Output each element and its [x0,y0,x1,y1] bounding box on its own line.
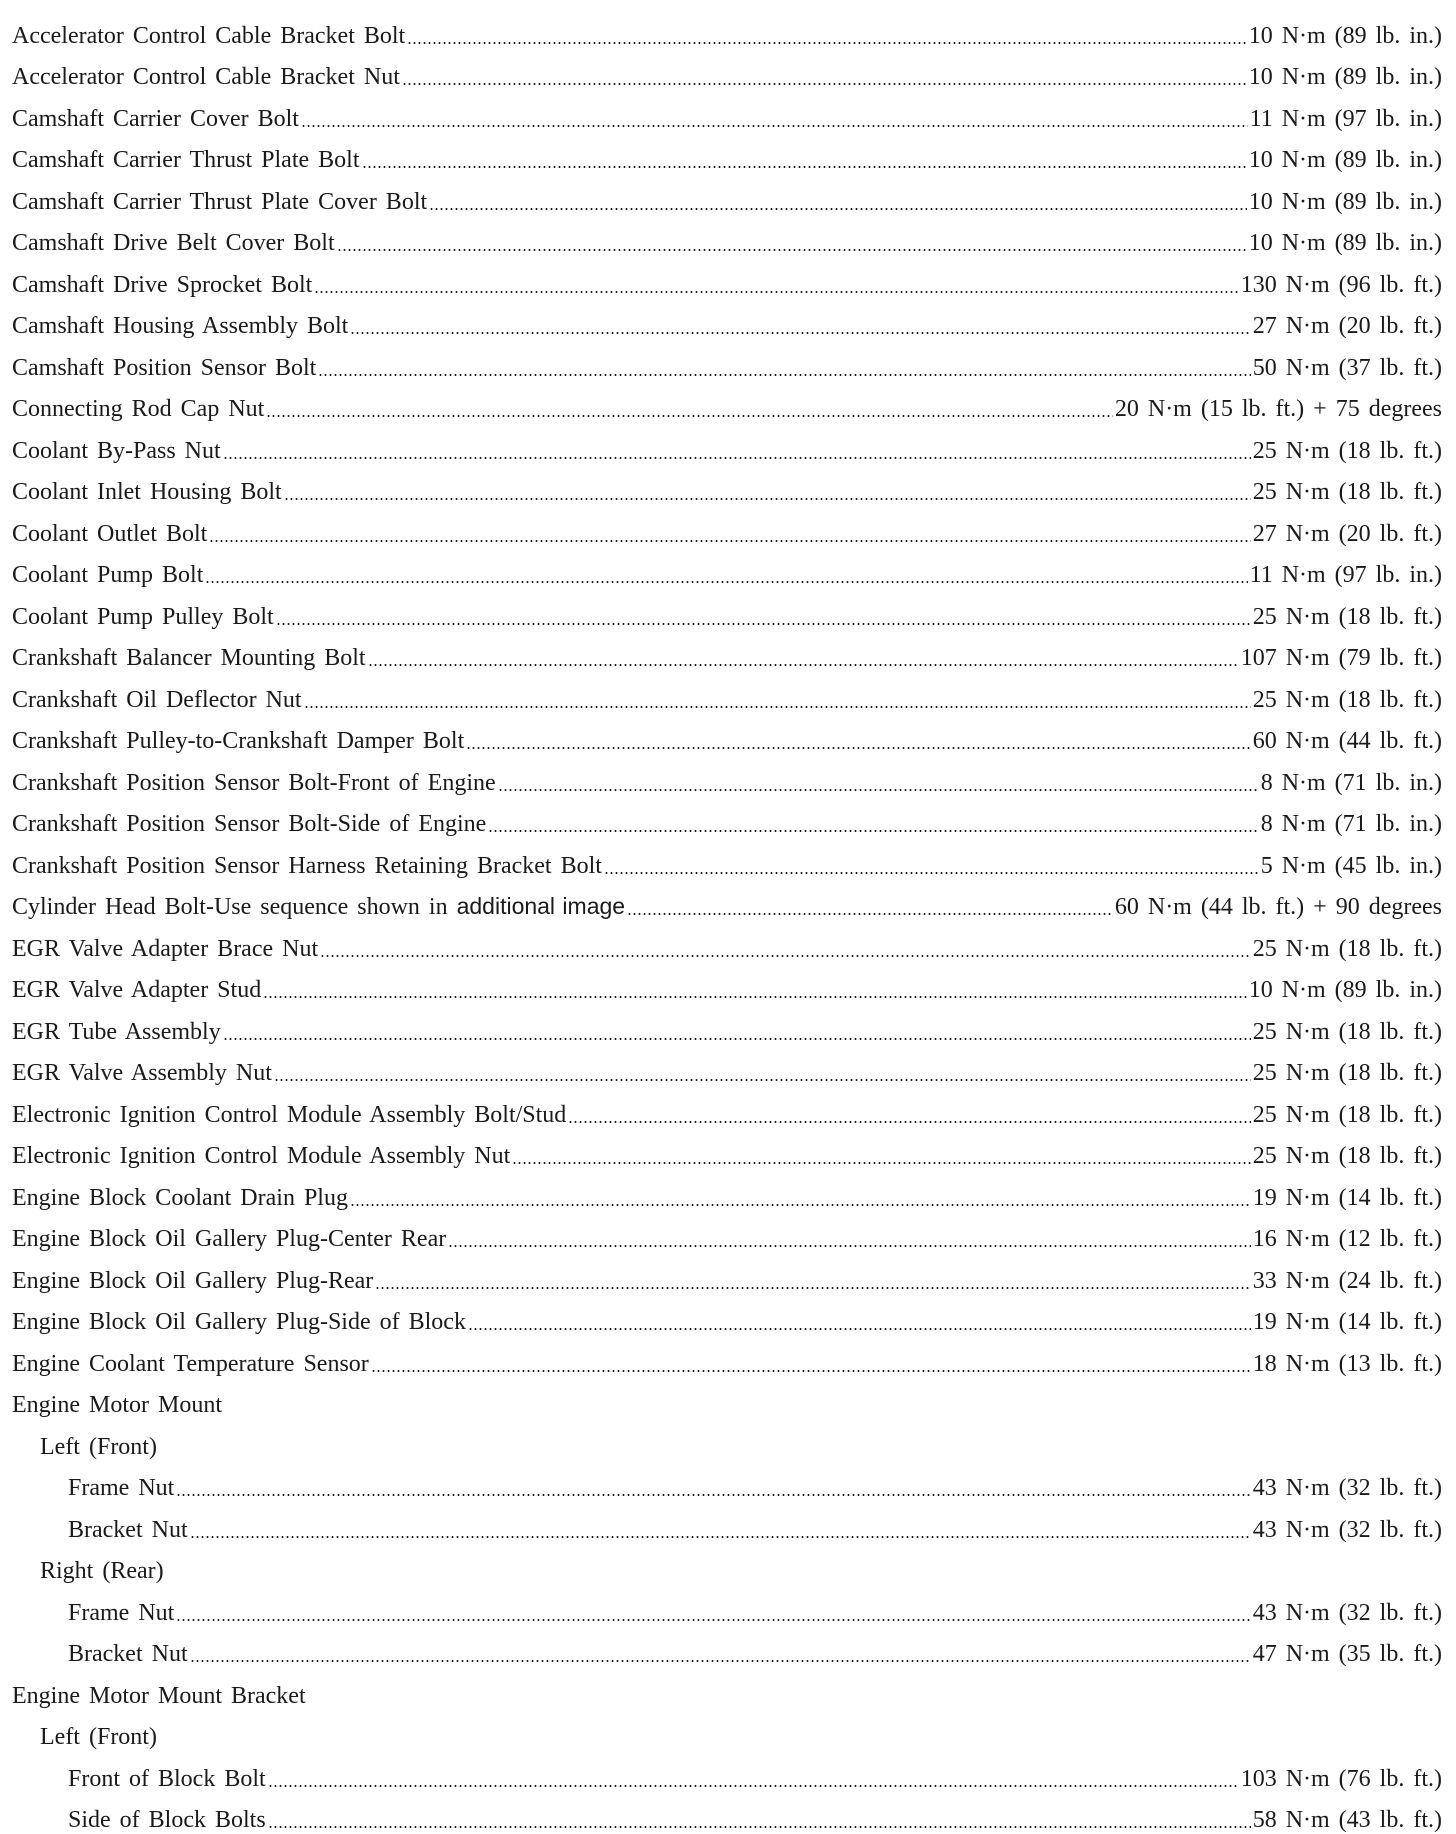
spec-label: Crankshaft Pulley-to-Crankshaft Damper Bolt [12,728,464,755]
spec-label: Bracket Nut [68,1641,188,1668]
spec-row [12,1336,1442,1378]
spec-label: Camshaft Drive Belt Cover Bolt [12,230,335,257]
spec-value: 20 N·m (15 lb. ft.) + 75 degrees [1115,396,1442,423]
dot-leader [314,291,1238,293]
spec-label: Coolant Inlet Housing Bolt [12,479,282,506]
spec-row [12,257,1442,299]
spec-row [12,1627,1442,1669]
dot-leader [368,664,1239,666]
spec-value: 25 N·m (18 lb. ft.) [1253,604,1442,631]
dot-leader [498,789,1259,791]
spec-value: 58 N·m (43 lb. ft.) [1253,1807,1442,1834]
section-heading [12,1668,1442,1710]
spec-label: Engine Block Oil Gallery Plug-Side of Block [12,1309,466,1336]
dot-leader [301,125,1248,127]
spec-row [12,174,1442,216]
spec-value: 11 N·m (97 lb. in.) [1250,106,1442,133]
spec-value: 10 N·m (89 lb. in.) [1249,23,1442,50]
spec-label: Electronic Ignition Control Module Assembly Nut [12,1143,510,1170]
spec-label: Connecting Rod Cap Nut [12,396,264,423]
spec-row [12,133,1442,175]
dot-leader [407,42,1246,44]
spec-value: 8 N·m (71 lb. in.) [1261,770,1442,797]
dot-leader [320,955,1251,957]
dot-leader [276,623,1251,625]
spec-label: Crankshaft Balancer Mounting Bolt [12,645,366,672]
spec-label: EGR Tube Assembly [12,1019,221,1046]
dot-leader [263,996,1246,998]
torque-spec-list [12,8,1442,1834]
dot-leader [604,872,1259,874]
dot-leader [318,374,1250,376]
spec-value: 47 N·m (35 lb. ft.) [1253,1641,1442,1668]
dot-leader [375,1287,1250,1289]
dot-leader [223,457,1251,459]
dot-leader [362,166,1247,168]
spec-value: 11 N·m (97 lb. in.) [1250,562,1442,589]
dot-leader [266,415,1113,417]
spec-label: Camshaft Carrier Cover Bolt [12,106,299,133]
spec-row [12,797,1442,839]
spec-row [12,631,1442,673]
spec-label: EGR Valve Adapter Brace Nut [12,936,318,963]
spec-value: 27 N·m (20 lb. ft.) [1253,521,1442,548]
spec-row [12,1751,1442,1793]
spec-label: Camshaft Carrier Thrust Plate Cover Bolt [12,189,427,216]
spec-value: 25 N·m (18 lb. ft.) [1253,687,1442,714]
spec-row [12,216,1442,258]
spec-value: 60 N·m (44 lb. ft.) [1253,728,1442,755]
spec-value: 43 N·m (32 lb. ft.) [1253,1517,1442,1544]
spec-label: Engine Block Coolant Drain Plug [12,1185,348,1212]
spec-label: Camshaft Housing Assembly Bolt [12,313,348,340]
additional-image-note: additional image [457,893,626,919]
spec-row [12,506,1442,548]
spec-row [12,1502,1442,1544]
spec-label: Coolant Outlet Bolt [12,521,207,548]
dot-leader [402,83,1247,85]
dot-leader [274,1079,1251,1081]
dot-leader [468,1328,1251,1330]
spec-value: 5 N·m (45 lb. in.) [1261,853,1442,880]
spec-label: Crankshaft Oil Deflector Nut [12,687,302,714]
spec-value: 50 N·m (37 lb. ft.) [1253,355,1442,382]
spec-label: Front of Block Bolt [68,1766,266,1793]
spec-row [12,589,1442,631]
subsection-heading [12,1419,1442,1461]
spec-row [12,465,1442,507]
spec-row [12,382,1442,424]
spec-value: 25 N·m (18 lb. ft.) [1253,936,1442,963]
dot-leader [488,830,1258,832]
spec-label [12,893,625,921]
spec-label: Coolant Pump Pulley Bolt [12,604,274,631]
spec-value: 19 N·m (14 lb. ft.) [1253,1185,1442,1212]
spec-label: Accelerator Control Cable Bracket Bolt [12,23,405,50]
spec-label: Camshaft Position Sensor Bolt [12,355,316,382]
spec-row [12,1087,1442,1129]
spec-label: Engine Block Oil Gallery Plug-Rear [12,1268,373,1295]
spec-row [12,1461,1442,1503]
dot-leader [205,581,1247,583]
spec-label: Coolant By-Pass Nut [12,438,221,465]
spec-value: 25 N·m (18 lb. ft.) [1253,1102,1442,1129]
spec-label: Camshaft Carrier Thrust Plate Bolt [12,147,360,174]
spec-row [12,50,1442,92]
spec-value: 25 N·m (18 lb. ft.) [1253,479,1442,506]
spec-label: Coolant Pump Bolt [12,562,203,589]
spec-label: Engine Coolant Temperature Sensor [12,1351,369,1378]
spec-label: Crankshaft Position Sensor Bolt-Front of Engine [12,770,496,797]
dot-leader [284,498,1251,500]
spec-row [12,91,1442,133]
dot-leader [190,1660,1251,1662]
spec-value: 43 N·m (32 lb. ft.) [1253,1600,1442,1627]
spec-row [12,838,1442,880]
dot-leader [627,913,1113,915]
dot-leader [448,1245,1250,1247]
spec-row [12,1793,1442,1834]
subsection-heading-label: Left (Front) [40,1724,157,1751]
dot-leader [176,1494,1250,1496]
spec-row [12,963,1442,1005]
spec-label: Frame Nut [68,1475,174,1502]
spec-value: 19 N·m (14 lb. ft.) [1253,1309,1442,1336]
spec-row [12,1170,1442,1212]
spec-row [12,1585,1442,1627]
spec-value: 33 N·m (24 lb. ft.) [1253,1268,1442,1295]
spec-row [12,299,1442,341]
spec-row [12,672,1442,714]
spec-row [12,423,1442,465]
spec-value: 27 N·m (20 lb. ft.) [1253,313,1442,340]
subsection-heading-label: Right (Rear) [40,1558,164,1585]
spec-row [12,880,1442,922]
dot-leader [466,747,1250,749]
dot-leader [350,1204,1251,1206]
spec-row [12,1129,1442,1171]
spec-value: 60 N·m (44 lb. ft.) + 90 degrees [1115,894,1442,921]
spec-value: 103 N·m (76 lb. ft.) [1241,1766,1442,1793]
spec-row [12,755,1442,797]
spec-value: 10 N·m (89 lb. in.) [1249,977,1442,1004]
spec-value: 130 N·m (96 lb. ft.) [1241,272,1442,299]
spec-label: Accelerator Control Cable Bracket Nut [12,64,400,91]
spec-value: 25 N·m (18 lb. ft.) [1253,438,1442,465]
dot-leader [568,1121,1250,1123]
spec-value: 25 N·m (18 lb. ft.) [1253,1060,1442,1087]
spec-label: Bracket Nut [68,1517,188,1544]
spec-label: EGR Valve Assembly Nut [12,1060,272,1087]
spec-row [12,548,1442,590]
spec-row [12,1295,1442,1337]
spec-row [12,1212,1442,1254]
section-heading [12,1378,1442,1420]
dot-leader [350,332,1250,334]
dot-leader [223,1038,1251,1040]
spec-label: Crankshaft Position Sensor Bolt-Side of Engine [12,811,486,838]
spec-value: 18 N·m (13 lb. ft.) [1253,1351,1442,1378]
spec-label: Electronic Ignition Control Module Assembly Bolt/Stud [12,1102,566,1129]
spec-value: 43 N·m (32 lb. ft.) [1253,1475,1442,1502]
spec-label: EGR Valve Adapter Stud [12,977,261,1004]
spec-value: 25 N·m (18 lb. ft.) [1253,1019,1442,1046]
spec-value: 25 N·m (18 lb. ft.) [1253,1143,1442,1170]
dot-leader [268,1785,1239,1787]
spec-value: 16 N·m (12 lb. ft.) [1253,1226,1442,1253]
spec-label-text: Cylinder Head Bolt-Use sequence shown in [12,894,448,920]
spec-row [12,1253,1442,1295]
spec-row [12,1004,1442,1046]
spec-label: Camshaft Drive Sprocket Bolt [12,272,312,299]
spec-value: 10 N·m (89 lb. in.) [1249,147,1442,174]
section-heading-label: Engine Motor Mount Bracket [12,1683,306,1710]
dot-leader [429,208,1247,210]
dot-leader [190,1536,1251,1538]
spec-label: Frame Nut [68,1600,174,1627]
spec-value: 10 N·m (89 lb. in.) [1249,230,1442,257]
spec-value: 10 N·m (89 lb. in.) [1249,64,1442,91]
dot-leader [268,1826,1251,1828]
section-heading-label: Engine Motor Mount [12,1392,222,1419]
dot-leader [371,1370,1251,1372]
subsection-heading-label: Left (Front) [40,1434,157,1461]
spec-label: Side of Block Bolts [68,1807,266,1834]
spec-row [12,340,1442,382]
spec-value: 8 N·m (71 lb. in.) [1261,811,1442,838]
spec-label: Engine Block Oil Gallery Plug-Center Rear [12,1226,446,1253]
spec-row [12,714,1442,756]
spec-label: Crankshaft Position Sensor Harness Retaining Bracket Bolt [12,853,602,880]
dot-leader [337,249,1247,251]
spec-row [12,8,1442,50]
dot-leader [209,540,1250,542]
subsection-heading [12,1544,1442,1586]
subsection-heading [12,1710,1442,1752]
dot-leader [512,1162,1250,1164]
spec-value: 107 N·m (79 lb. ft.) [1241,645,1442,672]
spec-row [12,1046,1442,1088]
dot-leader [304,706,1251,708]
spec-row [12,921,1442,963]
dot-leader [176,1619,1250,1621]
spec-value: 10 N·m (89 lb. in.) [1249,189,1442,216]
